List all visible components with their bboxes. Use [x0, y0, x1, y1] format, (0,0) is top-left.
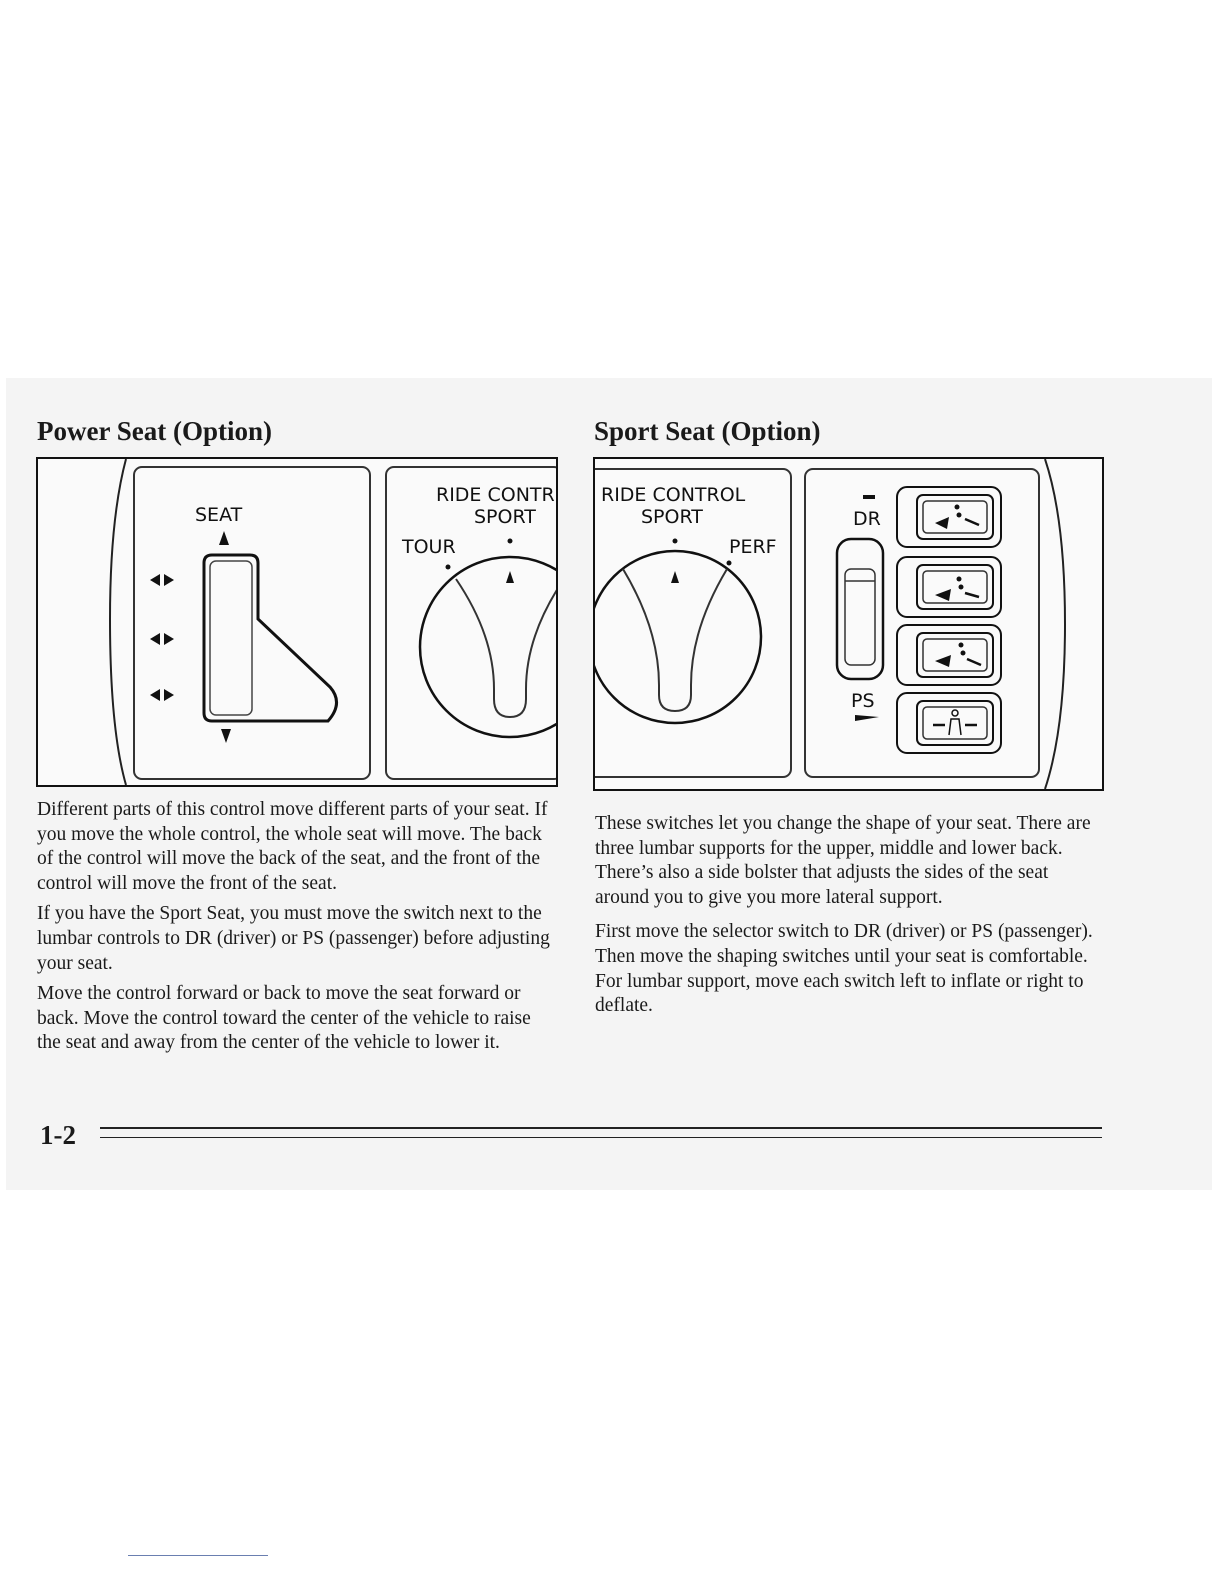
panel-bezel-curve	[110, 459, 126, 785]
perf-indicator-dot	[727, 561, 732, 566]
ride-control-label: RIDE CONTROL	[601, 484, 746, 506]
paragraph: Different parts of this control move different parts of your seat. If you move the whole control, the whole seat will move. The back of the control will move the back of the seat, and the front of the control will move the front of the seat.	[37, 799, 548, 894]
paragraph: These switches let you change the shape of your seat. There are three lumbar supports for the upper, middle and lower back. There’s also a side bolster that adjusts the sides of the seat around you to give you more lateral support.	[595, 813, 1091, 908]
footer-link-line	[128, 1555, 268, 1556]
paragraph: If you have the Sport Seat, you must move the switch next to the lumbar controls to DR (driver) or PS (passenger) before adjusting your seat.	[37, 903, 550, 974]
ps-label: PS	[851, 690, 875, 712]
middle-lumbar-switch[interactable]	[897, 557, 1001, 617]
arrow-left-right-icon	[150, 689, 174, 701]
lumbar-upper-icon	[935, 517, 949, 529]
ride-control-label: RIDE CONTR	[436, 484, 555, 506]
dr-marker-icon	[863, 495, 875, 499]
lumbar-control-panel	[805, 469, 1039, 777]
sport-indicator-dot	[508, 539, 513, 544]
power-seat-heading: Power Seat (Option)	[37, 416, 272, 446]
dr-ps-selector-switch[interactable]	[837, 539, 883, 679]
paragraph: First move the selector switch to DR (driver) or PS (passenger). Then move the shaping switches until your seat is comfortable. For lumbar support, move each switch left to inflate or right to deflate.	[595, 921, 1093, 1017]
selector-slider	[845, 569, 875, 665]
arrow-down-icon	[221, 729, 231, 743]
ride-control-knob[interactable]	[595, 551, 761, 723]
arrow-up-icon	[219, 531, 229, 545]
sport-seat-text	[595, 812, 1105, 1025]
lumbar-lower-icon	[935, 655, 951, 667]
panel-bezel-curve	[1045, 459, 1065, 789]
ps-marker-icon	[855, 715, 879, 721]
perf-label: PERF	[729, 536, 777, 558]
power-seat-text	[37, 798, 557, 1062]
upper-lumbar-switch[interactable]	[897, 487, 1001, 547]
page-number: 1-2	[40, 1120, 76, 1150]
tour-indicator-dot	[446, 565, 451, 570]
seat-switch[interactable]	[204, 555, 337, 721]
dr-label: DR	[853, 508, 881, 530]
sport-label: SPORT	[641, 506, 703, 528]
footer-rule	[100, 1127, 1102, 1129]
paragraph: Move the control forward or back to move the seat forward or back. Move the control toward the center of the vehicle to raise the seat and away from the center of the vehicle to lower it.	[37, 983, 531, 1054]
seat-label: SEAT	[195, 504, 243, 526]
arrow-left-right-icon	[150, 633, 174, 645]
sport-seat-illustration	[593, 457, 1104, 791]
lower-lumbar-switch[interactable]	[897, 625, 1001, 685]
footer-rule	[100, 1137, 1102, 1138]
sport-indicator-dot	[673, 539, 678, 544]
side-bolster-icon	[933, 710, 977, 735]
seat-switch-inner	[210, 561, 252, 715]
side-bolster-switch[interactable]	[897, 693, 1001, 753]
lumbar-middle-icon	[935, 589, 951, 601]
power-seat-illustration	[36, 457, 558, 787]
tour-label: TOUR	[402, 536, 456, 558]
sport-seat-heading: Sport Seat (Option)	[594, 416, 821, 446]
sport-label: SPORT	[474, 506, 536, 528]
arrow-left-right-icon	[150, 574, 174, 586]
